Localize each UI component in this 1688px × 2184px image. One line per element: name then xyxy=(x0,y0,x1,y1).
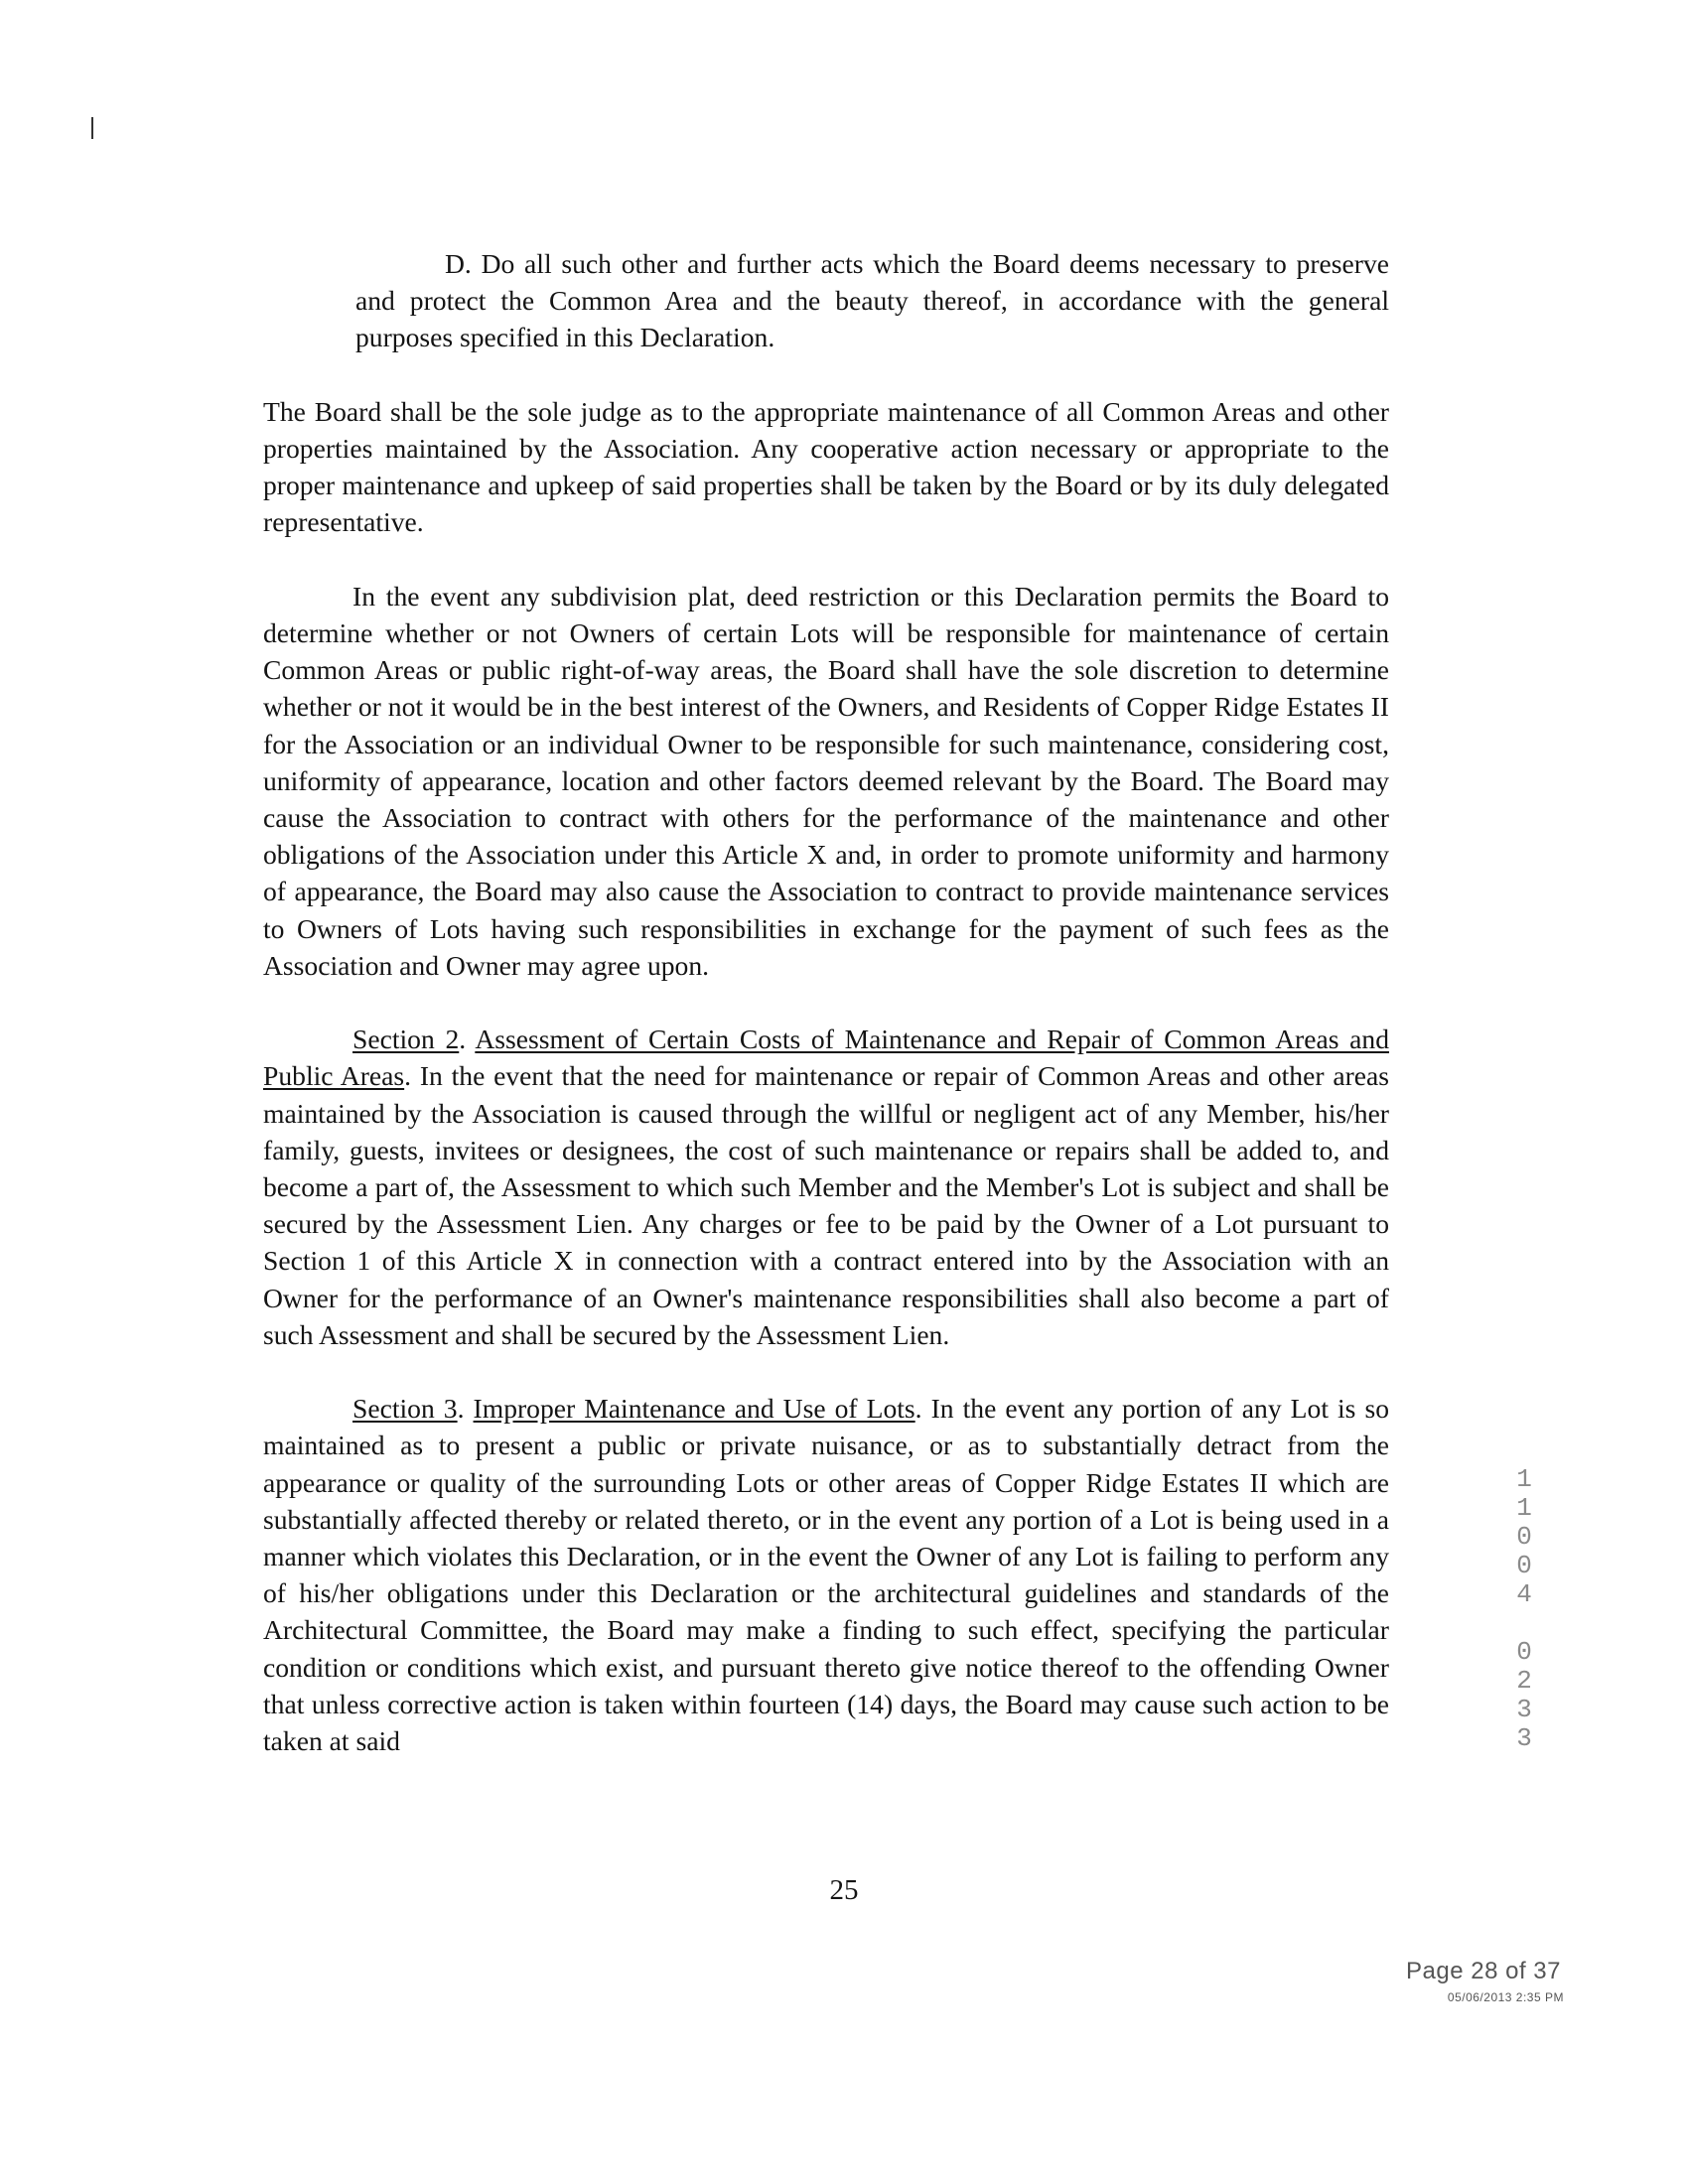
page-edge-mark xyxy=(91,117,93,139)
section-3-heading: Improper Maintenance and Use of Lots xyxy=(473,1393,915,1425)
section-2-label: Section 2 xyxy=(352,1024,460,1055)
recording-timestamp: 05/06/2013 2:35 PM xyxy=(1447,1990,1564,2004)
margin-gap xyxy=(1509,1609,1539,1638)
margin-document-number xyxy=(1509,1465,1539,1753)
margin-digit: 1 xyxy=(1516,1464,1532,1494)
margin-digit: 3 xyxy=(1516,1695,1532,1724)
margin-digit: 1 xyxy=(1516,1493,1532,1523)
document-body xyxy=(263,245,1389,1796)
margin-digit: 4 xyxy=(1516,1579,1532,1609)
margin-digit: 0 xyxy=(1516,1551,1532,1580)
section-3-label: Section 3 xyxy=(352,1393,458,1425)
paragraph-d: D. Do all such other and further acts which the Board deems necessary to preserve and protect the Common Area and the beauty thereof, in accordance with the general purposes specified in this Declaration. xyxy=(355,248,1389,353)
section-3-text: In the event any portion of any Lot is so maintained as to present a public or private nuisance, or as to substantially detract from the appearance or quality of the surrounding Lots or other areas of Copper Ridge Estates II which are substantially affected thereby or related thereto, or in the event any portion of a Lot is being used in a manner which violates this Declaration, or in the event the Owner of any Lot is failing to perform any of his/her obligations under this Declaration or the architectural guidelines and standards of the Architectural Committee, the Board may make a finding to such effect, specifying the particular condition or conditions which exist, and pursuant thereto give notice thereof to the offending Owner that unless corrective action is taken within fourteen (14) days, the Board may cause such action to be taken at said xyxy=(263,1393,1389,1757)
section-3-paragraph: Section 3. Improper Maintenance and Use of Lots. In the event any portion of any Lot is so maintained as to present a public or private nuisance, or as to substantially detract from the appearance or quality of the surrounding Lots or other areas of Copper Ridge Estates II which are substantially affected thereby or related thereto, or in the event any portion of a Lot is being used in a manner which violates this Declaration, or in the event the Owner of any Lot is failing to perform any of his/her obligations under this Declaration or the architectural guidelines and standards of the Architectural Committee, the Board may make a finding to such effect, specifying the particular condition or conditions which exist, and pursuant thereto give notice thereof to the offending Owner that unless corrective action is taken within fourteen (14) days, the Board may cause such action to be taken at said xyxy=(263,1393,1389,1757)
paragraph-board-judge: The Board shall be the sole judge as to the appropriate maintenance of all Common Areas and other properties maintained by the Association. Any cooperative action necessary or appropriate to the proper maintenance and upkeep of said properties shall be taken by the Board or by its duly delegated representative. xyxy=(263,395,1389,538)
page-number: 25 xyxy=(829,1874,859,1906)
recording-page-stamp: Page 28 of 37 xyxy=(1406,1958,1561,1984)
section-2-paragraph: Section 2. Assessment of Certain Costs of Maintenance and Repair of Common Areas and Public Areas. In the event that the need for maintenance or repair of Common Areas and other areas maintained by the Association is caused through the willful or negligent act of any Member, his/her family, guests, invitees or designees, the cost of such maintenance or repairs shall be added to, and become a part of, the Assessment to which such Member and the Member's Lot is subject and shall be secured by the Assessment Lien. Any charges or fee to be paid by the Owner of a Lot pursuant to Section 1 of this Article X in connection with a contract entered into by the Association with an Owner for the performance of an Owner's maintenance responsibilities shall also become a part of such Assessment and shall be secured by the Assessment Lien. xyxy=(263,1024,1389,1350)
paragraph-subdivision-plat: In the event any subdivision plat, deed restriction or this Declaration permits the Board to determine whether or not Owners of certain Lots will be responsible for maintenance of certain Common Areas or public right-of-way areas, the Board shall have the sole discretion to determine whether or not it would be in the best interest of the Owners, and Residents of Copper Ridge Estates II for the Association or an individual Owner to be responsible for such maintenance, considering cost, uniformity of appearance, location and other factors deemed relevant by the Board. The Board may cause the Association to contract with others for the performance of the maintenance and other obligations of the Association under this Article X and, in order to promote uniformity and harmony of appearance, the Board may also cause the Association to contract to provide maintenance services to Owners of Lots having such responsibilities in exchange for the payment of such fees as the Association and Owner may agree upon. xyxy=(263,580,1389,981)
section-2-text: In the event that the need for maintenance or repair of Common Areas and other areas maintained by the Association is caused through the willful or negligent act of any Member, his/her family, guests, invitees or designees, the cost of such maintenance or repairs shall be added to, and become a part of, the Assessment to which such Member and the Member's Lot is subject and shall be secured by the Assessment Lien. Any charges or fee to be paid by the Owner of a Lot pursuant to Section 1 of this Article X in connection with a contract entered into by the Association with an Owner for the performance of an Owner's maintenance responsibilities shall also become a part of such Assessment and shall be secured by the Assessment Lien. xyxy=(263,1060,1389,1350)
margin-digit: 3 xyxy=(1516,1723,1532,1753)
margin-digit: 0 xyxy=(1516,1522,1532,1552)
margin-digit: 0 xyxy=(1516,1637,1532,1667)
margin-digit: 2 xyxy=(1516,1666,1532,1696)
section-2-heading: Assessment of Certain Costs of Maintenance and Repair of Common Areas and Public Areas xyxy=(263,1024,1389,1092)
